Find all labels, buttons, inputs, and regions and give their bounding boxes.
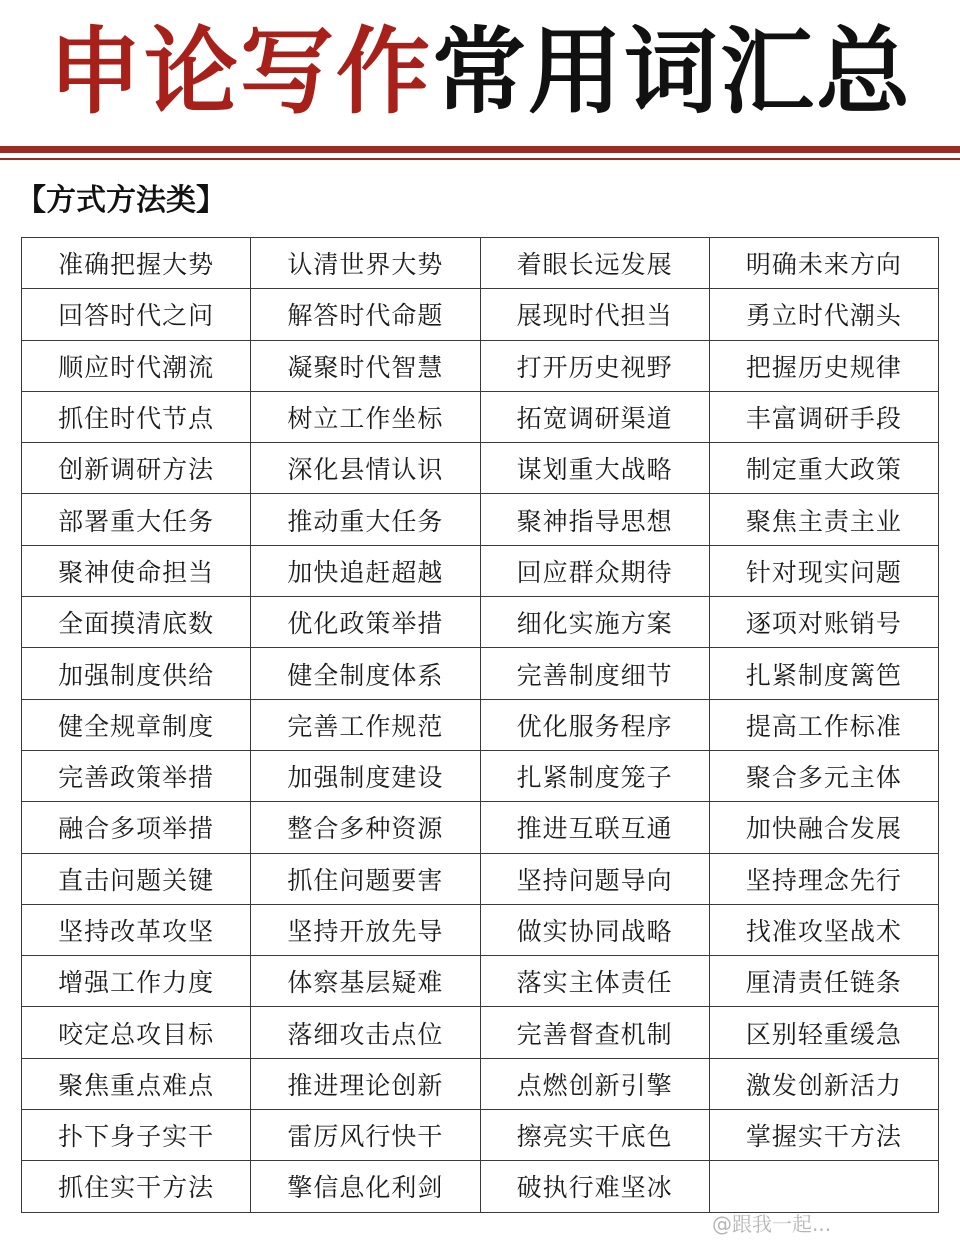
table-cell: 做实协同战略 — [480, 904, 709, 955]
table-cell: 坚持理念先行 — [709, 853, 938, 904]
table-cell: 准确把握大势 — [22, 238, 251, 289]
table-cell: 健全规章制度 — [22, 699, 251, 750]
table-cell: 掌握实干方法 — [709, 1110, 938, 1161]
table-row — [22, 545, 939, 596]
table-cell: 坚持问题导向 — [480, 853, 709, 904]
table-cell: 找准攻坚战术 — [709, 904, 938, 955]
table-cell: 勇立时代潮头 — [709, 289, 938, 340]
table-cell: 全面摸清底数 — [22, 597, 251, 648]
table-cell: 加快追赶超越 — [251, 545, 480, 596]
table-cell: 认清世界大势 — [251, 238, 480, 289]
table-cell: 扎紧制度笼子 — [480, 750, 709, 801]
section-title: 【方式方法类】 — [16, 183, 226, 218]
table-cell: 提高工作标准 — [709, 699, 938, 750]
table-cell: 聚神使命担当 — [22, 545, 251, 596]
table-cell: 加快融合发展 — [709, 802, 938, 853]
table-cell: 谋划重大战略 — [480, 443, 709, 494]
table-cell: 凝聚时代智慧 — [251, 340, 480, 391]
table-row — [22, 904, 939, 955]
table-row — [22, 494, 939, 545]
table-cell: 针对现实问题 — [709, 545, 938, 596]
table-cell: 破执行难坚冰 — [480, 1161, 709, 1212]
table-cell: 优化政策举措 — [251, 597, 480, 648]
table-cell: 着眼长远发展 — [480, 238, 709, 289]
table-row — [22, 750, 939, 801]
table-row — [22, 648, 939, 699]
table-row — [22, 1110, 939, 1161]
table-cell: 加强制度建设 — [251, 750, 480, 801]
table-cell: 擦亮实干底色 — [480, 1110, 709, 1161]
table-row — [22, 597, 939, 648]
table-cell: 深化县情认识 — [251, 443, 480, 494]
table-cell: 扑下身子实干 — [22, 1110, 251, 1161]
table-cell: 聚焦重点难点 — [22, 1058, 251, 1109]
table-cell: 落实主体责任 — [480, 956, 709, 1007]
table-cell: 扎紧制度篱笆 — [709, 648, 938, 699]
table-cell: 激发创新活力 — [709, 1058, 938, 1109]
page-header — [0, 0, 960, 145]
vocabulary-table — [21, 237, 939, 1213]
table-cell: 创新调研方法 — [22, 443, 251, 494]
table-cell: 明确未来方向 — [709, 238, 938, 289]
table-row — [22, 1007, 939, 1058]
table-cell: 融合多项举措 — [22, 802, 251, 853]
page-title-red: 申论写作 — [47, 17, 432, 127]
table-row — [22, 238, 939, 289]
table-row — [22, 802, 939, 853]
table-cell: 雷厉风行快干 — [251, 1110, 480, 1161]
table-row — [22, 956, 939, 1007]
table-cell: 推动重大任务 — [251, 494, 480, 545]
table-cell: 完善工作规范 — [251, 699, 480, 750]
table-cell: 抓住实干方法 — [22, 1161, 251, 1212]
table-cell: 推进互联互通 — [480, 802, 709, 853]
table-cell: 拓宽调研渠道 — [480, 391, 709, 442]
table-cell: 健全制度体系 — [251, 648, 480, 699]
table-row — [22, 1161, 939, 1212]
table-row — [22, 699, 939, 750]
table-cell: 回答时代之问 — [22, 289, 251, 340]
table-row — [22, 391, 939, 442]
table-cell: 回应群众期待 — [480, 545, 709, 596]
table-cell: 抓住问题要害 — [251, 853, 480, 904]
table-cell: 细化实施方案 — [480, 597, 709, 648]
table-cell: 逐项对账销号 — [709, 597, 938, 648]
table-cell: 坚持开放先导 — [251, 904, 480, 955]
table-cell: 优化服务程序 — [480, 699, 709, 750]
table-cell: 完善制度细节 — [480, 648, 709, 699]
table-row — [22, 853, 939, 904]
table-row — [22, 443, 939, 494]
table-cell: 增强工作力度 — [22, 956, 251, 1007]
table-cell: 完善政策举措 — [22, 750, 251, 801]
table-cell: 落细攻击点位 — [251, 1007, 480, 1058]
table-cell: 完善督查机制 — [480, 1007, 709, 1058]
table-cell: 聚神指导思想 — [480, 494, 709, 545]
table-row — [22, 340, 939, 391]
table-cell: 直击问题关键 — [22, 853, 251, 904]
table-row — [22, 289, 939, 340]
page-title — [47, 17, 913, 127]
table-cell: 部署重大任务 — [22, 494, 251, 545]
table-cell: 聚合多元主体 — [709, 750, 938, 801]
table-cell: 体察基层疑难 — [251, 956, 480, 1007]
weibo-watermark: @跟我一起... — [712, 1212, 832, 1236]
table-cell: 擎信息化利剑 — [251, 1161, 480, 1212]
header-divider-thick — [0, 146, 960, 153]
table-cell: 坚持改革攻坚 — [22, 904, 251, 955]
table-cell: 解答时代命题 — [251, 289, 480, 340]
table-cell: 把握历史规律 — [709, 340, 938, 391]
table-cell: 加强制度供给 — [22, 648, 251, 699]
table-cell: 聚焦主责主业 — [709, 494, 938, 545]
table-cell: 顺应时代潮流 — [22, 340, 251, 391]
table-cell: 厘清责任链条 — [709, 956, 938, 1007]
table-cell: 抓住时代节点 — [22, 391, 251, 442]
table-cell: 咬定总攻目标 — [22, 1007, 251, 1058]
page-title-black: 常用词汇总 — [432, 17, 913, 127]
table-cell: 推进理论创新 — [251, 1058, 480, 1109]
table-cell: 树立工作坐标 — [251, 391, 480, 442]
table-cell — [709, 1161, 938, 1212]
table-row — [22, 1058, 939, 1109]
table-cell: 整合多种资源 — [251, 802, 480, 853]
table-cell: 制定重大政策 — [709, 443, 938, 494]
table-cell: 区别轻重缓急 — [709, 1007, 938, 1058]
table-cell: 打开历史视野 — [480, 340, 709, 391]
table-cell: 展现时代担当 — [480, 289, 709, 340]
table-cell: 丰富调研手段 — [709, 391, 938, 442]
header-divider-thin — [0, 158, 960, 160]
table-cell: 点燃创新引擎 — [480, 1058, 709, 1109]
